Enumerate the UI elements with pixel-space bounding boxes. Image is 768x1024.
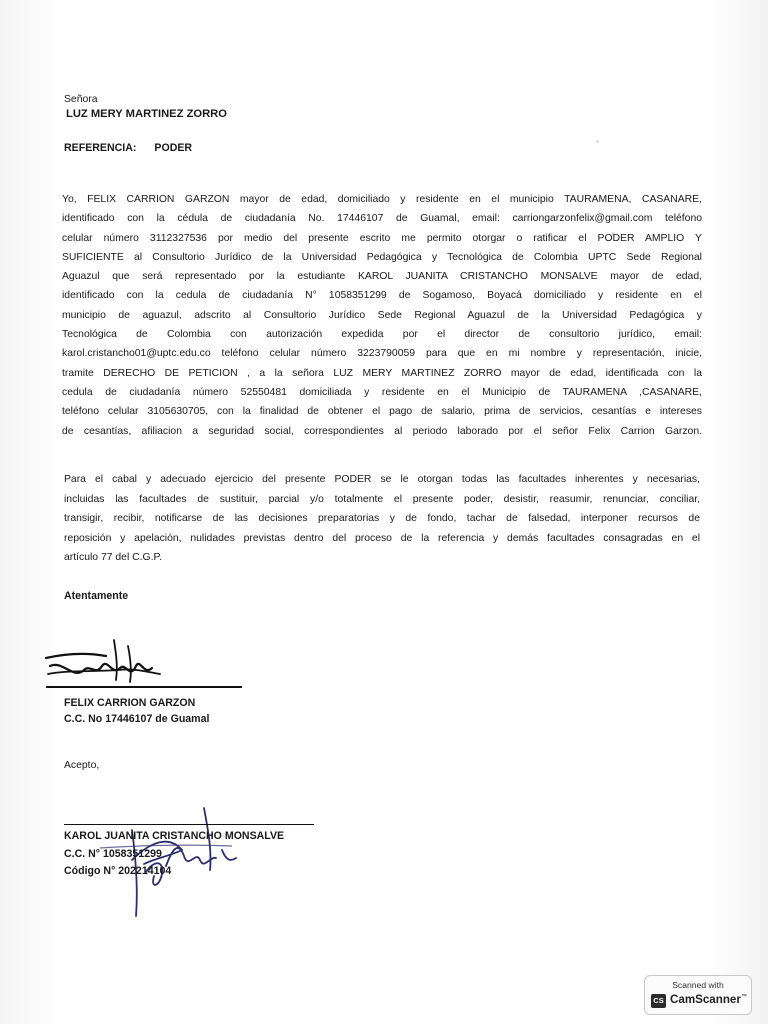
paragraph-line: celular número 3112327536 por medio del presente escrito me permito otorgar o ratificar el PODER AMPLIO Y bbox=[62, 232, 702, 244]
paragraph-line: teléfono celular 3105630705, con la finalidad de obtener el pago de salario, prima de servicios, cesantías e intereses bbox=[62, 406, 702, 418]
watermark-brand-text: CamScanner bbox=[670, 993, 741, 1006]
signature-line bbox=[46, 686, 242, 688]
acceptance-label: Acepto, bbox=[64, 760, 100, 771]
paragraph-line: Aguazul que será representado por la estudiante KAROL JUANITA CRISTANCHO MONSALVE mayor de edad, bbox=[62, 271, 702, 283]
paragraph-line: identificado con la cédula de ciudadanía No. 17446107 de Guamal, email: carriongarzonfelix@gmail.com teléfono bbox=[62, 213, 702, 225]
paragraph-line: artículo 77 del C.G.P. bbox=[64, 552, 162, 564]
paragraph-line: Tecnológica de Colombia con autorización expedida por el director de consultorio jurídico, email: bbox=[62, 329, 702, 341]
student-block bbox=[64, 828, 284, 881]
reference-line bbox=[64, 142, 210, 154]
reference-value: PODER bbox=[154, 142, 193, 154]
signature-line bbox=[64, 824, 314, 825]
paragraph-line: de cesantías, afiliacion a seguridad social, correspondientes al periodo laborado por el señor Felix Carrion Garzon. bbox=[62, 425, 702, 437]
paragraph-line: identificado con la cedula de ciudadanía N° 1058351299 de Sogamoso, Boyacá domiciliado y residente en el bbox=[62, 290, 702, 302]
paragraph-line: karol.cristancho01@uptc.edu.co teléfono celular número 3223790059 para que en mi nombre y representación, inicie, bbox=[62, 348, 702, 360]
paragraph-line: SUFICIENTE al Consultorio Jurídico de la Universidad Pedagógica y Tecnológica de Colombia UPTC Sede Regional bbox=[62, 251, 702, 263]
reference-label: REFERENCIA: bbox=[64, 142, 137, 154]
power-of-attorney-paragraph bbox=[62, 190, 702, 441]
recipient-name: LUZ MERY MARTINEZ ZORRO bbox=[66, 108, 227, 120]
paragraph-line: municipio de aguazul, adscrito al Consultorio Jurídico Sede Regional Aguazul de la Universidad Pedagógica y bbox=[62, 309, 702, 321]
trademark-symbol: ™ bbox=[740, 994, 747, 1001]
camscanner-logo-icon: CS bbox=[651, 994, 666, 1008]
student-code: Código N° 202214104 bbox=[64, 865, 172, 877]
paragraph-line: reposición y apelación, nulidades previstas dentro del proceso de la referencia y demás facultades consagradas en el bbox=[64, 532, 700, 544]
scan-speck bbox=[596, 140, 599, 143]
paragraph-line: Yo, FELIX CARRION GARZON mayor de edad, domiciliado y residente en el municipio TAURAMENA, CASANARE, bbox=[62, 194, 702, 205]
faculties-paragraph bbox=[64, 470, 700, 568]
watermark-brand bbox=[670, 993, 747, 1006]
paragraph-line: Para el cabal y adecuado ejercicio del presente PODER se le otorgan todas las facultades inherentes y necesarias, bbox=[64, 474, 700, 485]
paragraph-line: tramite DERECHO DE PETICION , a la señora LUZ MERY MARTINEZ ZORRO mayor de edad, identificada con la bbox=[62, 367, 702, 379]
paragraph-line: cedula de ciudadanía número 52550481 domiciliada y residente en el Municipio de TAURAMENA ,CASANARE, bbox=[62, 386, 702, 398]
grantor-block bbox=[64, 695, 209, 727]
grantor-id: C.C. No 17446107 de Guamal bbox=[64, 713, 210, 725]
greeting: Señora bbox=[64, 94, 98, 105]
paragraph-line: transigir, recibir, notificarse de las decisiones preparatorias y de fondo, tachar de falsedad, interponer recursos de bbox=[64, 513, 700, 525]
closing-salutation: Atentamente bbox=[64, 590, 129, 602]
student-name: KAROL JUANITA CRISTANCHO MONSALVE bbox=[64, 830, 285, 842]
watermark-caption: Scanned with bbox=[672, 980, 724, 990]
grantor-name: FELIX CARRION GARZON bbox=[64, 697, 196, 709]
student-id: C.C. N° 1058351299 bbox=[64, 847, 162, 860]
camscanner-watermark bbox=[644, 975, 752, 1015]
paragraph-line: incluidas las facultades de sustituir, parcial y/o totalmente el presente poder, desistir, reasumir, renunciar, conciliar, bbox=[64, 493, 700, 505]
